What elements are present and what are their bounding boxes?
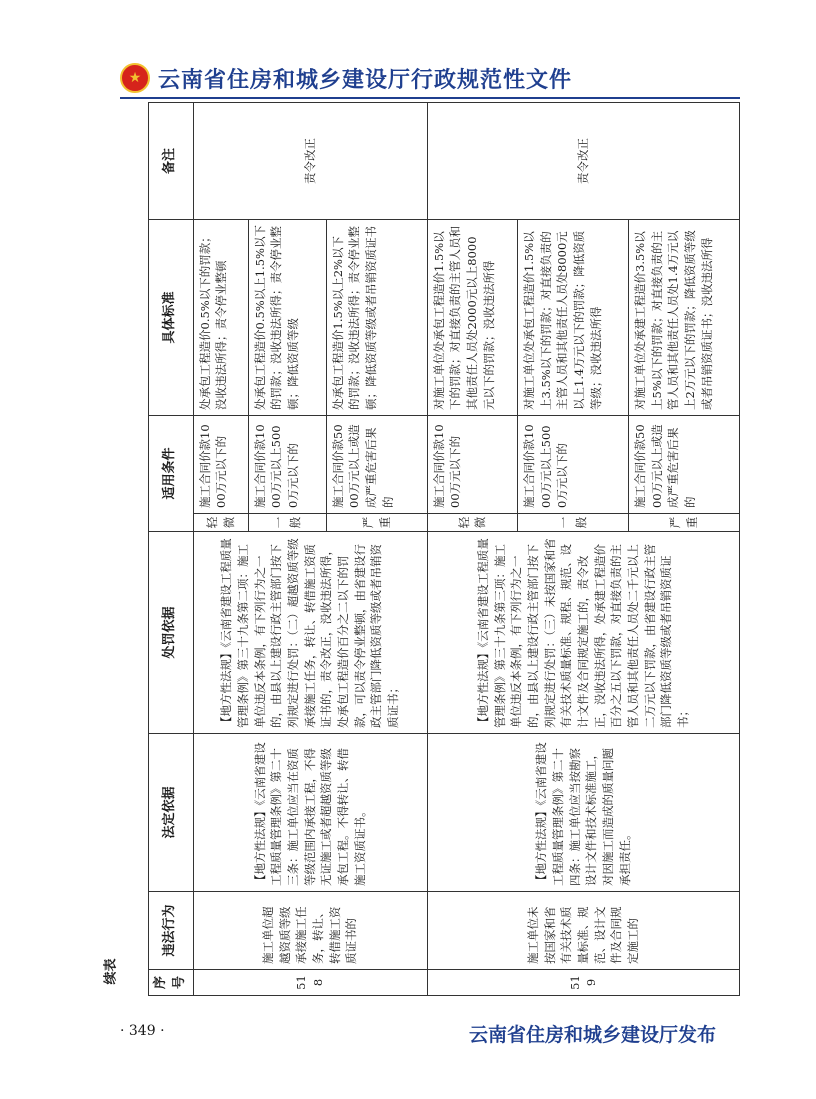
col-header-remark: 备注 [149,102,194,219]
penalty-basis: 【地方性法规】《云南省建设工程质量管理条例》第三十九条第三项：施工单位违反本条例，有下列行为之一的，由县以上建设行政主管部门按下列规定进行处罚：（三）未按国家和省有关技术质量标准、规程、规范、设计文件及合同规定施工的，责令改正，没收违法所得，处承建工程造价百分之五以下罚款，对直接负责的主管人员和其他责任人员处二千元以上二万元以下罚款，由省建设行政主管部门降低资质等级或者吊销资质证书； [427,532,740,734]
row-number: 518 [193,970,427,996]
specific-standard: 处承包工程造价1.5%以上2%以下的罚款；没收违法所得；责令停业整顿；降低资质等级或者吊销资质证书 [326,219,427,415]
row-number: 519 [427,970,740,996]
header-divider [120,97,740,99]
col-header-standard: 具体标准 [149,219,194,415]
col-header-penalty-basis: 处罚依据 [149,532,194,734]
violation-act: 施工单位超越资质等级承接施工任务，转让、转借施工资质证书的 [193,892,427,970]
severity-level: 轻微 [193,514,248,532]
violation-act: 施工单位未按国家和省有关技术质量标准、规范、设计文件及合同规定施工的 [427,892,740,970]
publisher-label: 云南省住房和城乡建设厅发布 [468,1024,716,1046]
severity-level: 一般 [248,514,326,532]
table-header-row [149,102,194,995]
remark: 责令改正 [427,102,740,219]
table-row [427,102,518,995]
severity-level: 严重 [628,514,739,532]
national-emblem-icon: ★ [120,63,150,93]
applicable-condition: 施工合同价款5000万元以上或造成严重危害后果的 [326,415,427,513]
applicable-condition: 施工合同价款5000万元以上或造成严重危害后果的 [628,415,739,513]
col-header-no: 序号 [149,970,194,996]
specific-standard: 处承包工程造价0.5%以下的罚款；没收违法所得；责令停业整顿 [193,219,248,415]
continued-label: 续表 [103,958,119,985]
applicable-condition: 施工合同价款1000万元以下的 [193,415,248,513]
document-header [120,60,572,96]
col-header-condition: 适用条件 [149,415,194,531]
legal-basis: 【地方性法规】《云南省建设工程质量管理条例》第二十三条：施工单位应当在资质等级范围内承接工程，不得无证施工或者超越资质等级承包工程。不得转让、转借施工资质证书。 [193,734,427,892]
specific-standard: 对施工单位处承建工程造价3.5%以上5%以下的罚款；对直接负责的主管人员和其他责任人员处1.4万元以上2万元以下的罚款；降低资质等级或者吊销资质证书；没收违法所得 [628,219,739,415]
col-header-legal-basis: 法定依据 [149,734,194,892]
severity-level: 一般 [518,514,629,532]
rotated-table-container [148,103,740,996]
severity-level: 严重 [326,514,427,532]
applicable-condition: 施工合同价款1000万元以上5000万元以下的 [248,415,326,513]
specific-standard: 处承包工程造价0.5%以上1.5%以下的罚款；没收违法所得；责令停业整顿；降低资质等级 [248,219,326,415]
applicable-condition: 施工合同价款1000万元以下的 [427,415,518,513]
penalty-basis: 【地方性法规】《云南省建设工程质量管理条例》第三十九条第二项：施工单位违反本条例，有下列行为之一的，由县以上建设行政主管部门按下列规定进行处罚：（二）超越资质等级承接施工任务，转让、转借施工资质证书的，责令改正，没收违法所得，处承包工程造价百分之二以下的罚款，可以责令停业整顿，由省建设行政主管部门降低资质等级或者吊销资质证书； [193,532,427,734]
penalty-standard-table [148,102,740,996]
header-title: 云南省住房和城乡建设厅行政规范性文件 [158,67,573,93]
specific-standard: 对施工单位处承包工程造价1.5%以上3.5%以下的罚款；对直接负责的主管人员和其他责任人员处8000元以上1.4万元以下的罚款；降低资质等级；没收违法所得 [518,219,629,415]
table-row [193,102,248,995]
applicable-condition: 施工合同价款1000万元以上5000万元以下的 [518,415,629,513]
specific-standard: 对施工单位处承包工程造价1.5%以下的罚款；对直接负责的主管人员和其他责任人员处2000元以上8000元以下的罚款；没收违法所得 [427,219,518,415]
col-header-act: 违法行为 [149,892,194,970]
legal-basis: 【地方性法规】《云南省建设工程质量管理条例》第二十四条：施工单位应当按勘察设计文件和技术标准施工，对因施工而造成的质量问题承担责任。 [427,734,740,892]
page-number: · 349 · [120,1023,165,1039]
remark: 责令改正 [193,102,427,219]
severity-level: 轻微 [427,514,518,532]
